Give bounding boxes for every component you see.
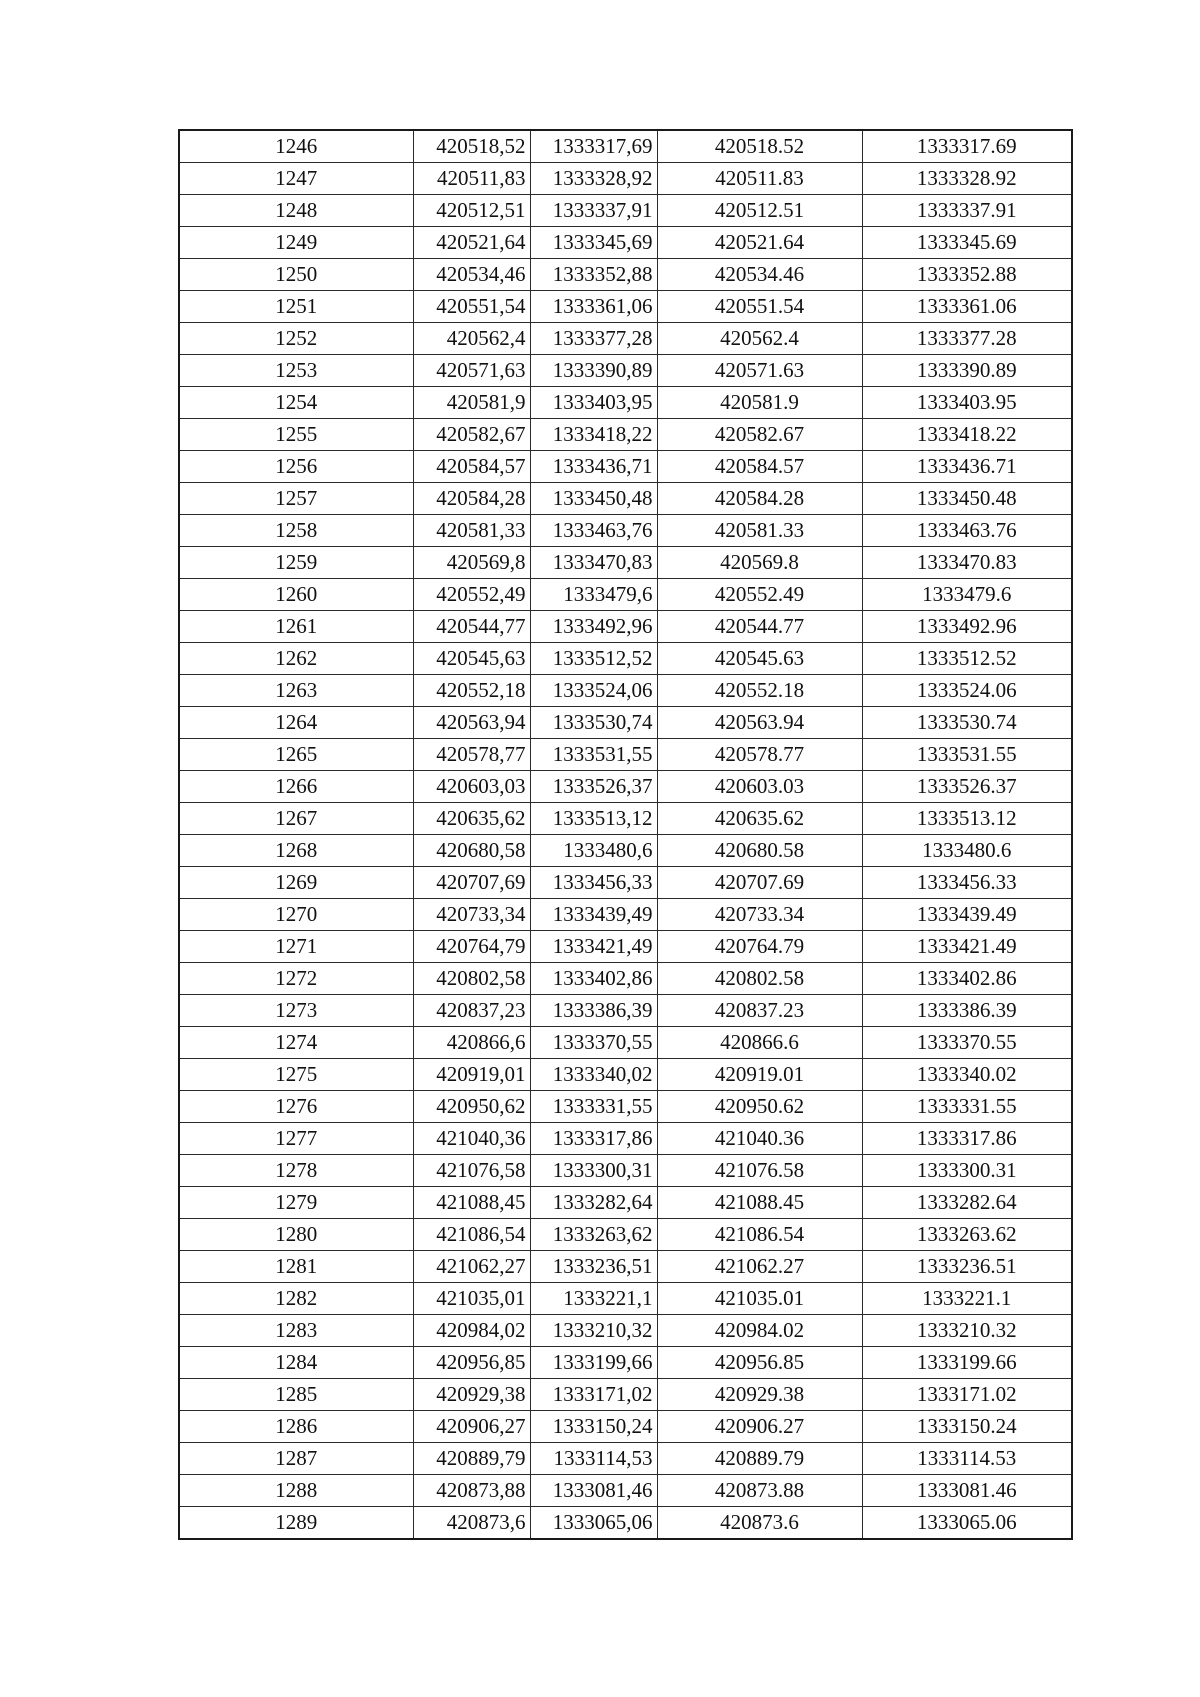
x-dot-cell: 421086.54: [657, 1219, 862, 1251]
x-dot-cell: 420764.79: [657, 931, 862, 963]
point-number-cell: 1255: [179, 419, 413, 451]
y-dot-cell: 1333386.39: [862, 995, 1072, 1027]
table-row: [179, 451, 1072, 483]
y-comma-cell: 1333221,1: [530, 1283, 657, 1315]
x-dot-cell: 420984.02: [657, 1315, 862, 1347]
point-number-cell: 1281: [179, 1251, 413, 1283]
y-dot-cell: 1333456.33: [862, 867, 1072, 899]
y-comma-cell: 1333377,28: [530, 323, 657, 355]
table-row: [179, 1443, 1072, 1475]
x-dot-cell: 420635.62: [657, 803, 862, 835]
y-dot-cell: 1333337.91: [862, 195, 1072, 227]
y-comma-cell: 1333282,64: [530, 1187, 657, 1219]
y-comma-cell: 1333530,74: [530, 707, 657, 739]
point-number-cell: 1259: [179, 547, 413, 579]
y-dot-cell: 1333403.95: [862, 387, 1072, 419]
point-number-cell: 1262: [179, 643, 413, 675]
x-comma-cell: 420534,46: [413, 259, 530, 291]
point-number-cell: 1277: [179, 1123, 413, 1155]
x-dot-cell: 420512.51: [657, 195, 862, 227]
table-row: [179, 579, 1072, 611]
x-dot-cell: 420680.58: [657, 835, 862, 867]
y-comma-cell: 1333150,24: [530, 1411, 657, 1443]
x-comma-cell: 420571,63: [413, 355, 530, 387]
y-dot-cell: 1333263.62: [862, 1219, 1072, 1251]
x-dot-cell: 420889.79: [657, 1443, 862, 1475]
table-row: [179, 1123, 1072, 1155]
x-dot-cell: 420866.6: [657, 1027, 862, 1059]
y-dot-cell: 1333221.1: [862, 1283, 1072, 1315]
y-dot-cell: 1333531.55: [862, 739, 1072, 771]
table-row: [179, 419, 1072, 451]
point-number-cell: 1271: [179, 931, 413, 963]
table-row: [179, 483, 1072, 515]
point-number-cell: 1280: [179, 1219, 413, 1251]
x-dot-cell: 420571.63: [657, 355, 862, 387]
x-comma-cell: 420545,63: [413, 643, 530, 675]
y-dot-cell: 1333065.06: [862, 1507, 1072, 1540]
x-comma-cell: 420569,8: [413, 547, 530, 579]
x-comma-cell: 421040,36: [413, 1123, 530, 1155]
x-dot-cell: 420582.67: [657, 419, 862, 451]
x-comma-cell: 420578,77: [413, 739, 530, 771]
table-row: [179, 963, 1072, 995]
x-dot-cell: 420733.34: [657, 899, 862, 931]
x-dot-cell: 421076.58: [657, 1155, 862, 1187]
table-row: [179, 1251, 1072, 1283]
x-comma-cell: 420866,6: [413, 1027, 530, 1059]
y-dot-cell: 1333199.66: [862, 1347, 1072, 1379]
table-row: [179, 163, 1072, 195]
point-number-cell: 1267: [179, 803, 413, 835]
y-dot-cell: 1333439.49: [862, 899, 1072, 931]
x-dot-cell: 420578.77: [657, 739, 862, 771]
table-row: [179, 675, 1072, 707]
table-row: [179, 130, 1072, 163]
y-dot-cell: 1333317.86: [862, 1123, 1072, 1155]
x-comma-cell: 420584,57: [413, 451, 530, 483]
y-comma-cell: 1333236,51: [530, 1251, 657, 1283]
y-dot-cell: 1333470.83: [862, 547, 1072, 579]
y-dot-cell: 1333492.96: [862, 611, 1072, 643]
x-dot-cell: 420545.63: [657, 643, 862, 675]
point-number-cell: 1253: [179, 355, 413, 387]
x-comma-cell: 420837,23: [413, 995, 530, 1027]
table-row: [179, 355, 1072, 387]
point-number-cell: 1273: [179, 995, 413, 1027]
point-number-cell: 1284: [179, 1347, 413, 1379]
point-number-cell: 1250: [179, 259, 413, 291]
point-number-cell: 1248: [179, 195, 413, 227]
point-number-cell: 1249: [179, 227, 413, 259]
point-number-cell: 1266: [179, 771, 413, 803]
x-comma-cell: 420511,83: [413, 163, 530, 195]
x-comma-cell: 421088,45: [413, 1187, 530, 1219]
x-comma-cell: 420512,51: [413, 195, 530, 227]
x-comma-cell: 420518,52: [413, 130, 530, 163]
point-number-cell: 1261: [179, 611, 413, 643]
point-number-cell: 1264: [179, 707, 413, 739]
y-comma-cell: 1333300,31: [530, 1155, 657, 1187]
y-dot-cell: 1333436.71: [862, 451, 1072, 483]
table-row: [179, 547, 1072, 579]
x-comma-cell: 420635,62: [413, 803, 530, 835]
table-row: [179, 387, 1072, 419]
y-dot-cell: 1333526.37: [862, 771, 1072, 803]
x-comma-cell: 420707,69: [413, 867, 530, 899]
x-comma-cell: 420544,77: [413, 611, 530, 643]
table-row: [179, 1155, 1072, 1187]
point-number-cell: 1252: [179, 323, 413, 355]
point-number-cell: 1268: [179, 835, 413, 867]
table-row: [179, 1475, 1072, 1507]
point-number-cell: 1289: [179, 1507, 413, 1540]
x-dot-cell: 421035.01: [657, 1283, 862, 1315]
y-comma-cell: 1333513,12: [530, 803, 657, 835]
y-dot-cell: 1333331.55: [862, 1091, 1072, 1123]
y-dot-cell: 1333377.28: [862, 323, 1072, 355]
y-comma-cell: 1333317,69: [530, 130, 657, 163]
y-comma-cell: 1333492,96: [530, 611, 657, 643]
y-comma-cell: 1333210,32: [530, 1315, 657, 1347]
y-comma-cell: 1333450,48: [530, 483, 657, 515]
table-row: [179, 1187, 1072, 1219]
table-row: [179, 643, 1072, 675]
x-dot-cell: 420873.6: [657, 1507, 862, 1540]
x-comma-cell: 420906,27: [413, 1411, 530, 1443]
table-row: [179, 899, 1072, 931]
table-row: [179, 1411, 1072, 1443]
y-dot-cell: 1333352.88: [862, 259, 1072, 291]
y-dot-cell: 1333530.74: [862, 707, 1072, 739]
point-number-cell: 1257: [179, 483, 413, 515]
x-dot-cell: 420552.18: [657, 675, 862, 707]
table-row: [179, 195, 1072, 227]
x-comma-cell: 420562,4: [413, 323, 530, 355]
table-row: [179, 1027, 1072, 1059]
x-dot-cell: 420562.4: [657, 323, 862, 355]
x-comma-cell: 420929,38: [413, 1379, 530, 1411]
x-comma-cell: 420733,34: [413, 899, 530, 931]
x-comma-cell: 420563,94: [413, 707, 530, 739]
table-row: [179, 323, 1072, 355]
x-comma-cell: 420584,28: [413, 483, 530, 515]
y-comma-cell: 1333479,6: [530, 579, 657, 611]
y-comma-cell: 1333524,06: [530, 675, 657, 707]
x-dot-cell: 420919.01: [657, 1059, 862, 1091]
y-dot-cell: 1333361.06: [862, 291, 1072, 323]
y-comma-cell: 1333263,62: [530, 1219, 657, 1251]
x-comma-cell: 421062,27: [413, 1251, 530, 1283]
y-comma-cell: 1333114,53: [530, 1443, 657, 1475]
x-comma-cell: 421076,58: [413, 1155, 530, 1187]
x-comma-cell: 420764,79: [413, 931, 530, 963]
x-comma-cell: 420521,64: [413, 227, 530, 259]
y-comma-cell: 1333340,02: [530, 1059, 657, 1091]
table-row: [179, 835, 1072, 867]
y-dot-cell: 1333328.92: [862, 163, 1072, 195]
y-dot-cell: 1333524.06: [862, 675, 1072, 707]
table-row: [179, 515, 1072, 547]
x-dot-cell: 420563.94: [657, 707, 862, 739]
point-number-cell: 1254: [179, 387, 413, 419]
table-row: [179, 771, 1072, 803]
y-comma-cell: 1333317,86: [530, 1123, 657, 1155]
y-comma-cell: 1333470,83: [530, 547, 657, 579]
y-comma-cell: 1333352,88: [530, 259, 657, 291]
x-comma-cell: 420873,88: [413, 1475, 530, 1507]
x-comma-cell: 420603,03: [413, 771, 530, 803]
coordinates-table: [178, 129, 1073, 1540]
point-number-cell: 1276: [179, 1091, 413, 1123]
x-comma-cell: 420581,33: [413, 515, 530, 547]
point-number-cell: 1258: [179, 515, 413, 547]
y-dot-cell: 1333418.22: [862, 419, 1072, 451]
x-comma-cell: 420552,49: [413, 579, 530, 611]
table-row: [179, 707, 1072, 739]
y-dot-cell: 1333150.24: [862, 1411, 1072, 1443]
y-comma-cell: 1333436,71: [530, 451, 657, 483]
y-comma-cell: 1333512,52: [530, 643, 657, 675]
y-comma-cell: 1333328,92: [530, 163, 657, 195]
x-comma-cell: 420950,62: [413, 1091, 530, 1123]
table-row: [179, 1315, 1072, 1347]
y-comma-cell: 1333361,06: [530, 291, 657, 323]
x-comma-cell: 420984,02: [413, 1315, 530, 1347]
table-row: [179, 931, 1072, 963]
y-comma-cell: 1333421,49: [530, 931, 657, 963]
table-row: [179, 1219, 1072, 1251]
table-row: [179, 803, 1072, 835]
point-number-cell: 1275: [179, 1059, 413, 1091]
table-row: [179, 1283, 1072, 1315]
y-dot-cell: 1333402.86: [862, 963, 1072, 995]
y-dot-cell: 1333317.69: [862, 130, 1072, 163]
y-comma-cell: 1333480,6: [530, 835, 657, 867]
x-dot-cell: 421088.45: [657, 1187, 862, 1219]
x-dot-cell: 420569.8: [657, 547, 862, 579]
y-comma-cell: 1333526,37: [530, 771, 657, 803]
point-number-cell: 1287: [179, 1443, 413, 1475]
y-comma-cell: 1333463,76: [530, 515, 657, 547]
x-comma-cell: 420919,01: [413, 1059, 530, 1091]
x-dot-cell: 420802.58: [657, 963, 862, 995]
x-dot-cell: 420873.88: [657, 1475, 862, 1507]
y-dot-cell: 1333479.6: [862, 579, 1072, 611]
point-number-cell: 1260: [179, 579, 413, 611]
y-comma-cell: 1333531,55: [530, 739, 657, 771]
y-comma-cell: 1333337,91: [530, 195, 657, 227]
x-dot-cell: 420552.49: [657, 579, 862, 611]
y-dot-cell: 1333210.32: [862, 1315, 1072, 1347]
x-comma-cell: 420581,9: [413, 387, 530, 419]
y-dot-cell: 1333081.46: [862, 1475, 1072, 1507]
y-comma-cell: 1333171,02: [530, 1379, 657, 1411]
x-dot-cell: 420584.28: [657, 483, 862, 515]
table-row: [179, 291, 1072, 323]
x-dot-cell: 420707.69: [657, 867, 862, 899]
x-dot-cell: 421040.36: [657, 1123, 862, 1155]
x-dot-cell: 420950.62: [657, 1091, 862, 1123]
point-number-cell: 1265: [179, 739, 413, 771]
point-number-cell: 1288: [179, 1475, 413, 1507]
y-dot-cell: 1333340.02: [862, 1059, 1072, 1091]
table-row: [179, 1379, 1072, 1411]
x-dot-cell: 420518.52: [657, 130, 862, 163]
x-dot-cell: 420544.77: [657, 611, 862, 643]
y-dot-cell: 1333390.89: [862, 355, 1072, 387]
x-comma-cell: 420582,67: [413, 419, 530, 451]
table-row: [179, 611, 1072, 643]
x-comma-cell: 420956,85: [413, 1347, 530, 1379]
point-number-cell: 1283: [179, 1315, 413, 1347]
y-dot-cell: 1333421.49: [862, 931, 1072, 963]
point-number-cell: 1279: [179, 1187, 413, 1219]
y-dot-cell: 1333512.52: [862, 643, 1072, 675]
point-number-cell: 1282: [179, 1283, 413, 1315]
x-comma-cell: 420802,58: [413, 963, 530, 995]
x-dot-cell: 420511.83: [657, 163, 862, 195]
point-number-cell: 1269: [179, 867, 413, 899]
y-dot-cell: 1333345.69: [862, 227, 1072, 259]
y-comma-cell: 1333456,33: [530, 867, 657, 899]
x-dot-cell: 420929.38: [657, 1379, 862, 1411]
table-row: [179, 259, 1072, 291]
x-comma-cell: 420680,58: [413, 835, 530, 867]
x-dot-cell: 420581.9: [657, 387, 862, 419]
x-comma-cell: 420551,54: [413, 291, 530, 323]
point-number-cell: 1247: [179, 163, 413, 195]
point-number-cell: 1285: [179, 1379, 413, 1411]
y-comma-cell: 1333199,66: [530, 1347, 657, 1379]
y-dot-cell: 1333300.31: [862, 1155, 1072, 1187]
point-number-cell: 1251: [179, 291, 413, 323]
y-comma-cell: 1333386,39: [530, 995, 657, 1027]
y-comma-cell: 1333418,22: [530, 419, 657, 451]
point-number-cell: 1278: [179, 1155, 413, 1187]
y-dot-cell: 1333114.53: [862, 1443, 1072, 1475]
x-dot-cell: 420584.57: [657, 451, 862, 483]
x-dot-cell: 421062.27: [657, 1251, 862, 1283]
x-comma-cell: 420889,79: [413, 1443, 530, 1475]
x-dot-cell: 420603.03: [657, 771, 862, 803]
y-comma-cell: 1333331,55: [530, 1091, 657, 1123]
coordinates-table-body: [179, 130, 1072, 1539]
point-number-cell: 1270: [179, 899, 413, 931]
y-dot-cell: 1333171.02: [862, 1379, 1072, 1411]
table-row: [179, 227, 1072, 259]
table-row: [179, 1507, 1072, 1540]
x-dot-cell: 420837.23: [657, 995, 862, 1027]
y-dot-cell: 1333282.64: [862, 1187, 1072, 1219]
x-dot-cell: 420534.46: [657, 259, 862, 291]
table-row: [179, 867, 1072, 899]
y-comma-cell: 1333403,95: [530, 387, 657, 419]
point-number-cell: 1286: [179, 1411, 413, 1443]
x-comma-cell: 421035,01: [413, 1283, 530, 1315]
y-comma-cell: 1333081,46: [530, 1475, 657, 1507]
y-dot-cell: 1333450.48: [862, 483, 1072, 515]
table-row: [179, 995, 1072, 1027]
point-number-cell: 1246: [179, 130, 413, 163]
point-number-cell: 1256: [179, 451, 413, 483]
y-dot-cell: 1333463.76: [862, 515, 1072, 547]
y-dot-cell: 1333513.12: [862, 803, 1072, 835]
x-dot-cell: 420956.85: [657, 1347, 862, 1379]
y-comma-cell: 1333402,86: [530, 963, 657, 995]
y-comma-cell: 1333439,49: [530, 899, 657, 931]
x-dot-cell: 420906.27: [657, 1411, 862, 1443]
table-row: [179, 1347, 1072, 1379]
x-comma-cell: 420873,6: [413, 1507, 530, 1540]
table-row: [179, 739, 1072, 771]
y-comma-cell: 1333065,06: [530, 1507, 657, 1540]
y-comma-cell: 1333370,55: [530, 1027, 657, 1059]
x-comma-cell: 420552,18: [413, 675, 530, 707]
point-number-cell: 1274: [179, 1027, 413, 1059]
point-number-cell: 1263: [179, 675, 413, 707]
y-dot-cell: 1333480.6: [862, 835, 1072, 867]
x-dot-cell: 420521.64: [657, 227, 862, 259]
y-dot-cell: 1333236.51: [862, 1251, 1072, 1283]
y-comma-cell: 1333390,89: [530, 355, 657, 387]
point-number-cell: 1272: [179, 963, 413, 995]
y-comma-cell: 1333345,69: [530, 227, 657, 259]
x-dot-cell: 420551.54: [657, 291, 862, 323]
table-row: [179, 1059, 1072, 1091]
x-dot-cell: 420581.33: [657, 515, 862, 547]
table-row: [179, 1091, 1072, 1123]
x-comma-cell: 421086,54: [413, 1219, 530, 1251]
y-dot-cell: 1333370.55: [862, 1027, 1072, 1059]
